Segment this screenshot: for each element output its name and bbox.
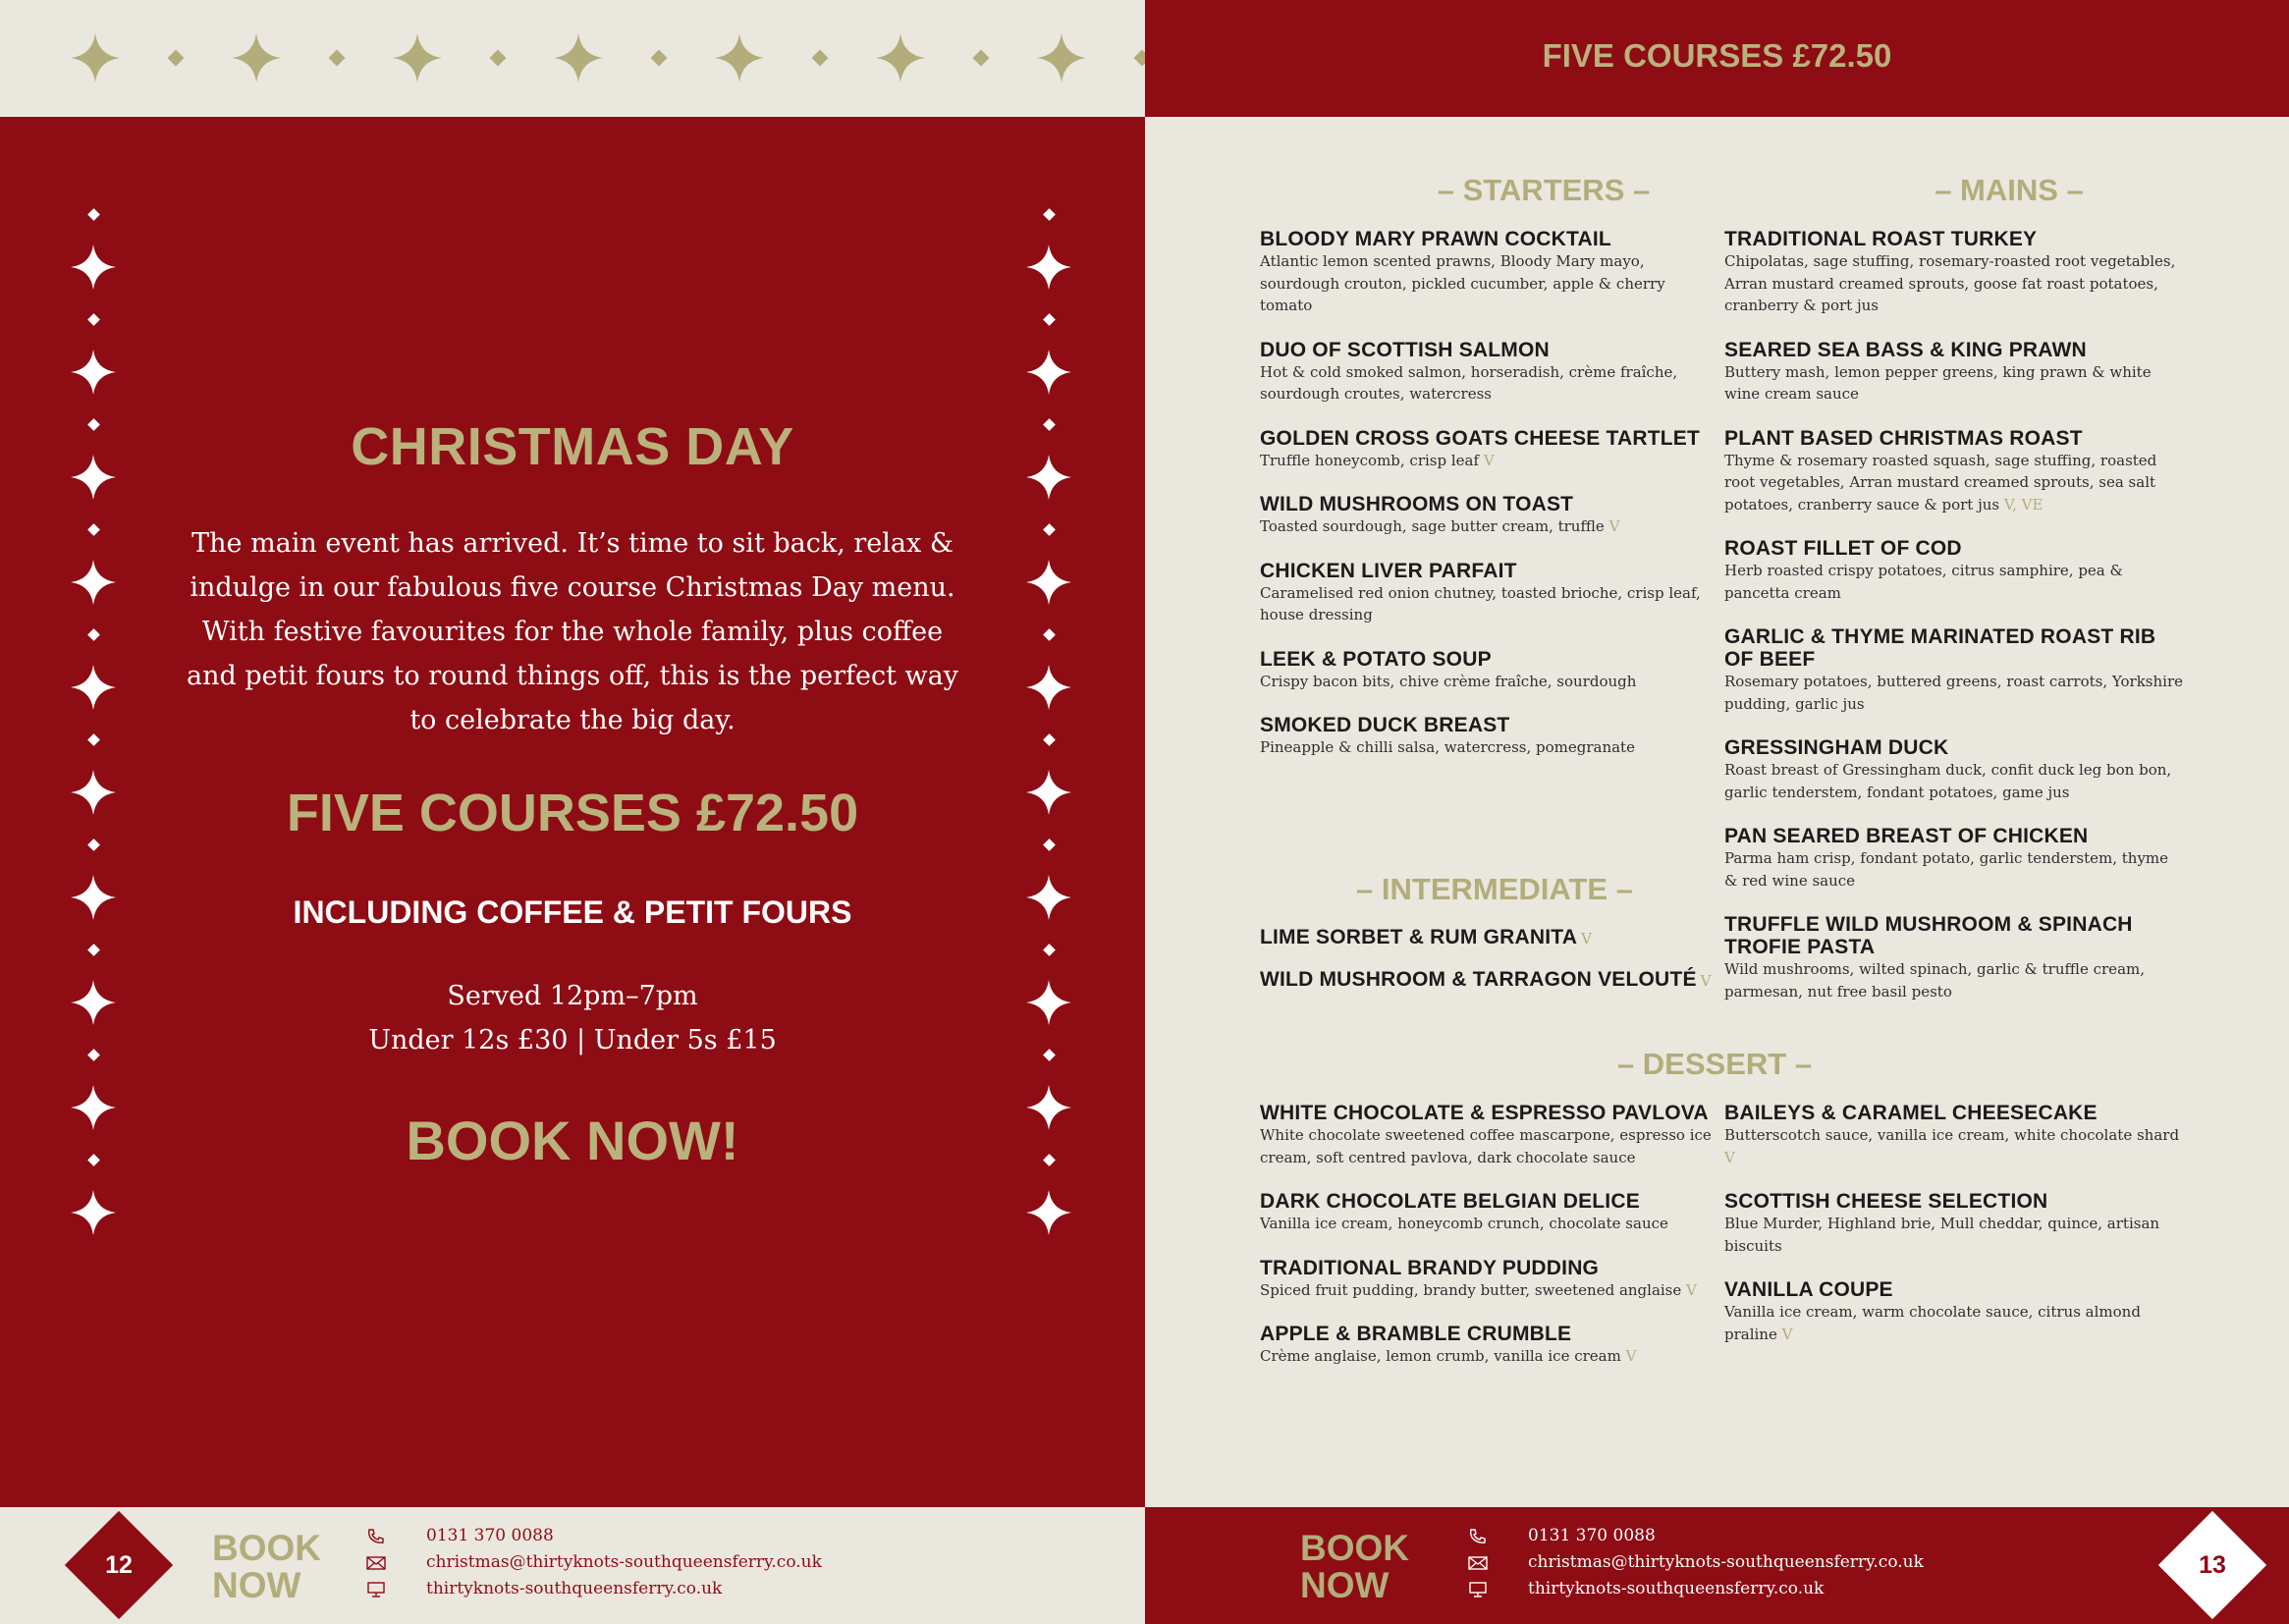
menu-item-name: DUO OF SCOTTISH SALMON [1260,338,1550,361]
promo-description: The main event has arrived. It’s time to sit back, relax & indulge in our fabulous five course Christmas Day menu. With festive favourites for the whole family, plus coffee and petit fours to round things off, this is the perfect way to celebrate the big day. [187,528,958,735]
menu-item-description: Roast breast of Gressingham duck, confit duck leg bon bon, garlic tenderstem, fondant potatoes, game jus [1724,761,2172,801]
menu-item-name: WILD MUSHROOMS ON TOAST [1260,493,1574,515]
promo-price: FIVE COURSES £72.50 [286,784,859,842]
menu-item-name: PLANT BASED CHRISTMAS ROAST [1724,426,2083,450]
dietary-marker: V, VE [2003,495,2044,514]
four-point-star-icon [876,33,925,82]
white-dot [1043,733,1056,746]
four-point-star-icon [393,33,442,82]
white-dot [87,418,100,431]
email-row[interactable] [1467,1549,1924,1576]
white-dot [87,208,100,221]
menu-item-description: Atlantic lemon scented prawns, Bloody Mary mayo, sourdough crouton, pickled cucumber, apple & cherry tomato [1260,252,1665,314]
menu-item-name: GRESSINGHAM DUCK [1724,736,1949,759]
menu-item-name: LEEK & POTATO SOUP [1260,647,1492,671]
dessert-title: – DESSERT – [1616,1047,1813,1081]
white-dot [87,628,100,641]
page-number: 13 [2199,1550,2226,1579]
diamond-dot [490,50,507,67]
menu-item-description: Rosemary potatoes, buttered greens, roast carrots, Yorkshire pudding, garlic jus [1724,673,2183,713]
promo-title: CHRISTMAS DAY [351,417,794,476]
four-point-star-icon [715,33,764,82]
four-point-star-icon [232,33,281,82]
monitor-icon [365,1581,387,1598]
four-point-star-icon [71,560,116,605]
four-point-star-icon [71,1190,116,1235]
menu-item [1724,1102,2186,1168]
four-point-star-icon [1026,455,1071,500]
four-point-star-icon [71,980,116,1025]
menu-item [1260,926,1721,950]
intermediate-list [1260,926,1721,1009]
white-dot [87,523,100,536]
email-address: christmas@thirtyknots-southqueensferry.co.uk [1528,1552,1924,1572]
menu-item-description: Vanilla ice cream, warm chocolate sauce, citrus almond praline V [1724,1303,2141,1343]
four-point-star-icon [71,665,116,710]
menu-item-description: Toasted sourdough, sage butter cream, truffle V [1260,517,1620,535]
website-row[interactable] [1467,1576,1924,1602]
diamond-dot [973,50,990,67]
white-dot [1043,944,1056,956]
menu-item-name: PAN SEARED BREAST OF CHICKEN [1724,825,2089,847]
footer-contact-right [1467,1523,1924,1602]
mains-title: – MAINS – [1935,173,2084,207]
four-point-star-icon [1026,1190,1071,1235]
white-dot [1043,1154,1056,1166]
starters-list [1260,228,1721,781]
diamond-dot [168,50,185,67]
promo-children-prices: Under 12s £30 | Under 5s £15 [368,1025,777,1056]
white-dot [87,1049,100,1061]
four-point-star-icon [71,1085,116,1130]
envelope-icon [365,1554,387,1572]
white-dot [1043,839,1056,851]
dessert-list-left [1260,1102,1721,1389]
menu-item-description: Pineapple & chilli salsa, watercress, pomegranate [1260,738,1635,756]
menu-item [1724,228,2186,317]
four-point-star-icon [71,244,116,290]
website-url: thirtyknots-southqueensferry.co.uk [1528,1579,1825,1598]
phone-row[interactable] [1467,1523,1924,1549]
menu-item-name: GOLDEN CROSS GOATS CHEESE TARTLET [1260,426,1701,450]
white-dot [1043,1049,1056,1061]
book-line-2: NOW [212,1565,301,1605]
white-dot [87,1154,100,1166]
menu-item [1260,1257,1721,1302]
footer-book-now-right[interactable] [1300,1530,1409,1604]
diamond-dot [329,50,346,67]
four-point-star-icon [1037,33,1086,82]
four-point-star-icon [554,33,603,82]
four-point-star-icon [1026,350,1071,395]
menu-item [1724,825,2186,892]
starters-title: – STARTERS – [1437,173,1651,207]
footer-contact [365,1523,822,1602]
menu-item-description: Wild mushrooms, wilted spinach, garlic & truffle cream, parmesan, nut free basil pesto [1724,960,2145,1001]
menu-header [1145,0,2289,117]
dietary-marker: V [1724,1148,1735,1166]
menu-item-description: White chocolate sweetened coffee mascarpone, espresso ice cream, soft centred pavlova, dark chocolate sauce [1260,1126,1712,1166]
menu-item-description: Vanilla ice cream, honeycomb crunch, chocolate sauce [1260,1215,1668,1232]
menu-item-description: Caramelised red onion chutney, toasted brioche, crisp leaf, house dressing [1260,583,1701,623]
menu-item [1260,1102,1721,1168]
white-dot [87,733,100,746]
menu-item-name: WILD MUSHROOM & TARRAGON VELOUTÉ [1260,967,1697,991]
menu-item-name: TRUFFLE WILD MUSHROOM & SPINACH TROFIE PASTA [1724,913,2133,958]
four-point-star-icon [71,33,120,82]
dietary-marker: V [1700,971,1712,990]
left-footer [0,1507,1145,1624]
monitor-icon [1467,1581,1489,1598]
menu-item-name: WHITE CHOCOLATE & ESPRESSO PAVLOVA [1260,1102,1709,1124]
menu-item-description: Blue Murder, Highland brie, Mull cheddar, quince, artisan biscuits [1724,1215,2160,1255]
book-line-1: BOOK [212,1528,321,1568]
menu-item [1260,1323,1721,1368]
footer-book-now[interactable] [212,1530,321,1604]
menu-item [1724,1190,2186,1257]
menu-item [1724,427,2186,516]
white-dot [1043,523,1056,536]
promo-panel [0,117,1145,1507]
menu-item-name: CHICKEN LIVER PARFAIT [1260,559,1517,582]
four-point-star-icon [1026,665,1071,710]
menu-item-description: Hot & cold smoked salmon, horseradish, crème fraîche, sourdough croutes, watercress [1260,362,1678,403]
menu-item-name: TRADITIONAL BRANDY PUDDING [1260,1256,1600,1279]
dietary-marker: V [1483,451,1495,469]
menu-item-description: Chipolatas, sage stuffing, rosemary-roasted root vegetables, Arran mustard creamed sprouts, goose fat roast potatoes, cranberry & port jus [1724,252,2176,314]
menu-item [1260,714,1721,759]
phone-icon [1467,1528,1489,1545]
diamond-dot [812,50,829,67]
menu-item-name: BAILEYS & CARAMEL CHEESECAKE [1724,1102,2098,1124]
white-dot [87,313,100,326]
intermediate-title: – INTERMEDIATE – [1356,872,1633,906]
menu-item [1724,1278,2186,1345]
white-dot [1043,628,1056,641]
white-dot [87,839,100,851]
mains-list [1724,228,2186,1024]
website-row[interactable] [365,1576,822,1602]
menu-item-description: Parma ham crisp, fondant potato, garlic tenderstem, thyme & red wine sauce [1724,849,2169,890]
white-star-column-right [1014,210,1083,1261]
top-decorative-band [0,0,1145,117]
menu-item-name: SCOTTISH CHEESE SELECTION [1724,1190,2048,1213]
menu-item-description: Truffle honeycomb, crisp leaf V [1260,451,1495,469]
email-row[interactable] [365,1549,822,1576]
four-point-star-icon [1026,875,1071,920]
menu-item-name: DARK CHOCOLATE BELGIAN DELICE [1260,1190,1640,1213]
menu-item-name: LIME SORBET & RUM GRANITA [1260,926,1578,948]
menu-item [1260,648,1721,693]
four-point-star-icon [1026,1085,1071,1130]
four-point-star-icon [71,875,116,920]
book-line-1: BOOK [1300,1528,1409,1568]
dietary-marker: V [1608,517,1620,535]
phone-row[interactable] [365,1523,822,1549]
email-address: christmas@thirtyknots-southqueensferry.co.uk [426,1552,822,1572]
four-point-star-icon [71,350,116,395]
white-dot [1043,208,1056,221]
menu-item [1724,736,2186,803]
four-point-star-icon [71,455,116,500]
menu-item-description: Crispy bacon bits, chive crème fraîche, sourdough [1260,672,1637,690]
menu-item [1260,968,1721,993]
menu-item [1260,493,1721,538]
dietary-marker: V [1625,1347,1637,1365]
menu-item-description: Butterscotch sauce, vanilla ice cream, white chocolate shard V [1724,1126,2180,1166]
envelope-icon [1467,1554,1489,1572]
menu-item [1724,913,2186,1002]
menu-item-description: Buttery mash, lemon pepper greens, king prawn & white wine cream sauce [1724,362,2152,403]
menu-item-name: TRADITIONAL ROAST TURKEY [1724,228,2038,250]
menu-item-description: Thyme & rosemary roasted squash, sage stuffing, roasted root vegetables, Arran mustard creamed sprouts, sea salt potatoes, cranberry sauce & port jus V, VE [1724,451,2157,514]
menu-item [1724,625,2186,715]
white-star-column-left [59,210,128,1261]
menu-item [1260,427,1721,472]
menu-item [1724,339,2186,406]
menu-item [1260,560,1721,626]
menu-item-description: Herb roasted crispy potatoes, citrus samphire, pea & pancetta cream [1724,562,2123,602]
four-point-star-icon [71,770,116,815]
white-dot [87,944,100,956]
website-url: thirtyknots-southqueensferry.co.uk [426,1579,723,1598]
diamond-dot [651,50,668,67]
four-point-star-icon [1026,770,1071,815]
menu-item-description: Crème anglaise, lemon crumb, vanilla ice cream V [1260,1347,1637,1365]
menu-item-description: Spiced fruit pudding, brandy butter, sweetened anglaise V [1260,1280,1697,1299]
right-page [1145,0,2289,1624]
white-dot [1043,313,1056,326]
menu-item [1724,537,2186,604]
phone-icon [365,1528,387,1545]
menu-item [1260,1190,1721,1235]
book-line-2: NOW [1300,1565,1390,1605]
four-point-star-icon [1026,244,1071,290]
four-point-star-icon [1026,560,1071,605]
phone-number: 0131 370 0088 [426,1526,554,1545]
menu-item [1260,339,1721,406]
menu-header-title: FIVE COURSES £72.50 [1542,37,1892,74]
page-number: 12 [105,1550,133,1579]
menu-item-name: APPLE & BRAMBLE CRUMBLE [1260,1323,1572,1345]
promo-book-now[interactable]: BOOK NOW! [406,1110,739,1171]
menu-item [1260,228,1721,317]
dietary-marker: V [1686,1280,1697,1299]
menu-item-name: BLOODY MARY PRAWN COCKTAIL [1260,228,1611,250]
right-footer [1145,1507,2289,1624]
white-dot [1043,418,1056,431]
menu-item-name: GARLIC & THYME MARINATED ROAST RIB OF BEEF [1724,625,2156,671]
dietary-marker: V [1581,930,1592,947]
menu-item-name: SMOKED DUCK BREAST [1260,714,1510,736]
four-point-star-icon [1026,980,1071,1025]
promo-including: INCLUDING COFFEE & PETIT FOURS [293,894,852,930]
dietary-marker: V [1781,1325,1793,1343]
dessert-list-right [1724,1102,2186,1367]
phone-number: 0131 370 0088 [1528,1526,1656,1545]
menu-item-name: VANILLA COUPE [1724,1278,1893,1301]
menu-item-name: ROAST FILLET OF COD [1724,537,1962,560]
menu-item-name: SEARED SEA BASS & KING PRAWN [1724,338,2087,361]
promo-served-times: Served 12pm–7pm [447,981,698,1011]
